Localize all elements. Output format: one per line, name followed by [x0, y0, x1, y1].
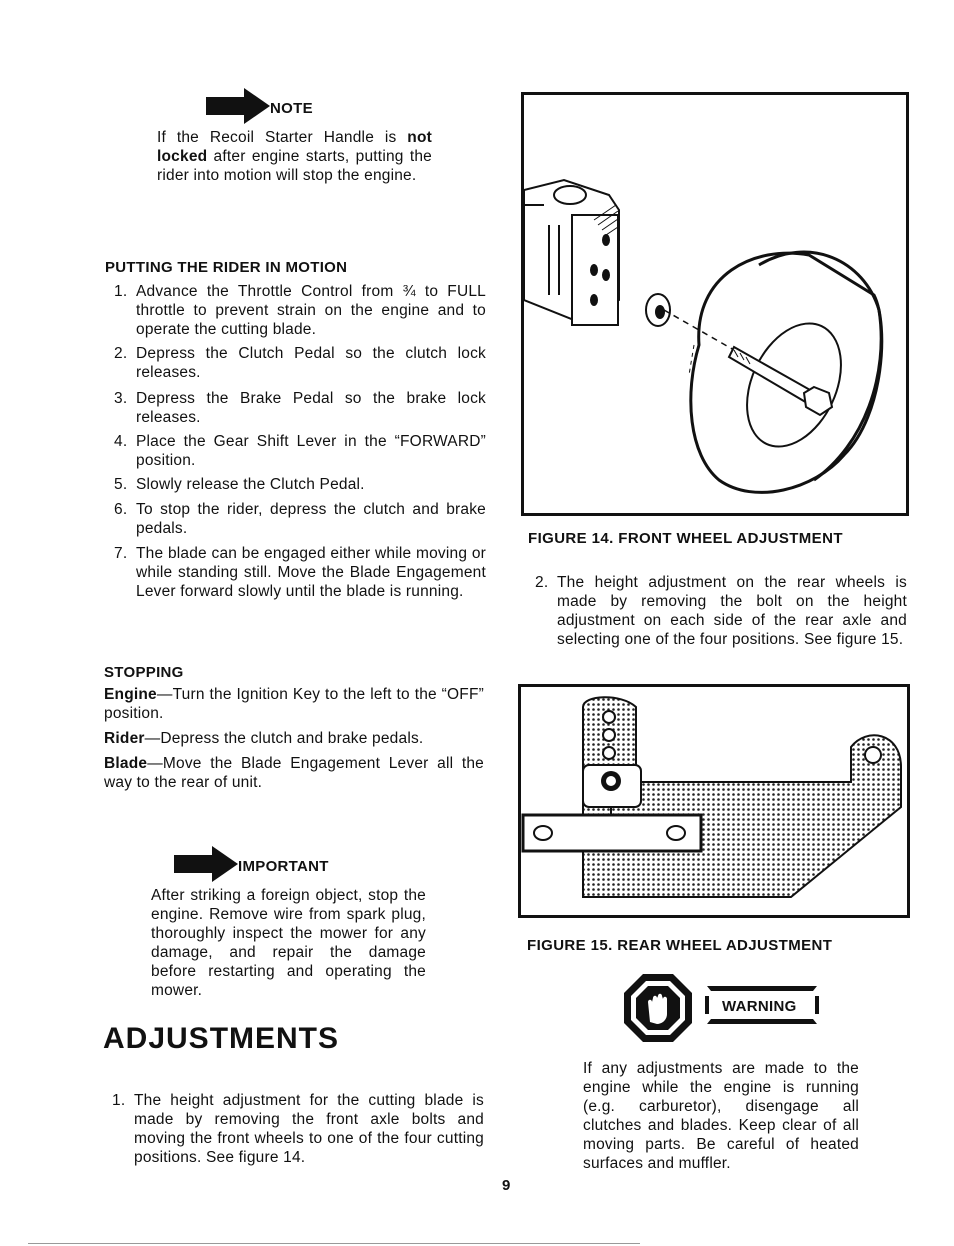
note-text	[157, 128, 432, 185]
blade-text: —Move the Blade Engagement Lever all the way to the rear of unit.	[104, 755, 484, 791]
item-number: 1.	[112, 1092, 126, 1109]
item-text: The height adjustment on the rear wheels is made by removing the bolt on the height adjustment on each side of the rear axle and selecting one of the four positions. See figure 15.	[557, 574, 907, 648]
step-text: Depress the Brake Pedal so the brake lock releases.	[136, 390, 486, 426]
rider-label: Rider	[104, 730, 145, 747]
note-text-part: If the Recoil Starter Handle is	[157, 129, 408, 146]
step-number: 7.	[114, 545, 128, 562]
front-wheel-illustration	[524, 95, 906, 513]
step-text: Slowly release the Clutch Pedal.	[136, 476, 365, 493]
step-text: Place the Gear Shift Lever in the “FORWARD” position.	[136, 433, 486, 469]
step-number: 2.	[114, 345, 128, 362]
step-text: Advance the Throttle Control from ¾ to FULL throttle to prevent strain on the engine and to operate the cutting blade.	[136, 283, 486, 338]
step-number: 4.	[114, 433, 128, 450]
important-text: After striking a foreign object, stop the engine. Remove wire from spark plug, thoroughly inspect the mower for any damage, and repair the damage before restarting and operating the mower.	[151, 887, 426, 999]
item-text: The height adjustment for the cutting blade is made by removing the front axle bolts and moving the front wheels to one of the four cutting positions. See figure 14.	[134, 1092, 484, 1166]
figure-14	[521, 92, 909, 516]
note-arrow-icon	[206, 88, 270, 124]
bottom-rule	[28, 1243, 640, 1244]
figure-14-caption: FIGURE 14. FRONT WHEEL ADJUSTMENT	[528, 530, 843, 547]
blade-label: Blade	[104, 755, 148, 772]
stopping-blade	[104, 754, 484, 792]
stopping-engine	[104, 685, 484, 723]
important-arrow-icon	[174, 846, 238, 882]
figure-15-caption: FIGURE 15. REAR WHEEL ADJUSTMENT	[527, 937, 833, 954]
item-number: 2.	[535, 574, 549, 591]
warning-text: If any adjustments are made to the engine while the engine is running (e.g. carburetor), disengage all clutches and blades. Keep clear of all moving parts. Be careful of heated surfaces and muffler.	[583, 1060, 859, 1172]
stop-hand-icon	[622, 972, 694, 1044]
step-number: 1.	[114, 283, 128, 300]
rear-wheel-illustration	[521, 687, 907, 915]
warning-label: WARNING	[722, 998, 797, 1015]
important-label: IMPORTANT	[238, 858, 329, 875]
note-text-bold: not locked	[157, 129, 432, 165]
page-number: 9	[502, 1177, 511, 1194]
note-label: NOTE	[270, 100, 313, 117]
stopping-heading: STOPPING	[104, 664, 184, 681]
step-text: To stop the rider, depress the clutch and brake pedals.	[136, 501, 486, 537]
note-text-part: after engine starts, putting the rider into motion will stop the engine.	[157, 148, 432, 184]
adjustments-title: ADJUSTMENTS	[103, 1022, 340, 1055]
engine-text: —Turn the Ignition Key to the left to the “OFF” position.	[104, 686, 484, 722]
step-text: The blade can be engaged either while moving or while standing still. Move the Blade Engagement Lever forward slowly until the blade is running.	[136, 545, 486, 600]
step-number: 6.	[114, 501, 128, 518]
figure-15	[518, 684, 910, 918]
rider-text: —Depress the clutch and brake pedals.	[144, 730, 424, 747]
step-number: 5.	[114, 476, 128, 493]
motion-heading: PUTTING THE RIDER IN MOTION	[105, 259, 348, 276]
step-text: Depress the Clutch Pedal so the clutch lock releases.	[136, 345, 486, 381]
stopping-rider	[104, 729, 484, 748]
step-number: 3.	[114, 390, 128, 407]
engine-label: Engine	[104, 686, 157, 703]
